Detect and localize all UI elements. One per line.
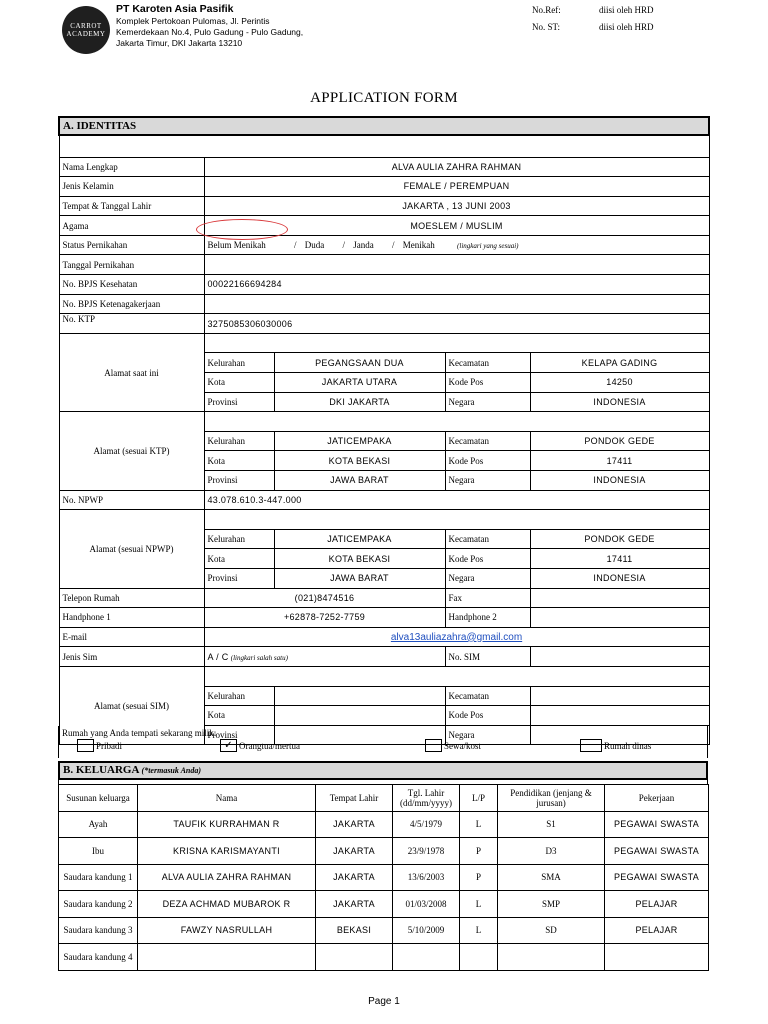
sim-label: Jenis Sim [59,647,204,667]
email-link[interactable]: alva13auliazahra@gmail.com [390,631,523,643]
hp2-label: Handphone 2 [445,608,530,628]
family-row: Saudara kandung 1 ALVA AULIA ZAHRA RAHMAN JAKARTA 13/6/2003 P SMA PEGAWAI SWASTA [59,864,709,891]
agama-value[interactable]: MOESLEM / MUSLIM [204,216,709,236]
ktp-provinsi[interactable]: JAWA BARAT [274,471,445,491]
status-opt-belum[interactable]: Belum Menikah [207,240,266,251]
tgl-nikah-value[interactable] [204,255,709,275]
family-row: Ibu KRISNA KARISMAYANTI JAKARTA 23/9/1978 P D3 PEGAWAI SWASTA [59,838,709,865]
telp-value[interactable]: (021)8474516 [204,588,445,608]
form-title: APPLICATION FORM [310,90,458,106]
telp-label: Telepon Rumah [59,588,204,608]
sim-kota[interactable] [274,706,445,726]
ktp-label: No. KTP [59,314,204,334]
npwp-provinsi[interactable]: JAWA BARAT [274,568,445,588]
company-name: PT Karoten Asia Pasifik [116,3,234,15]
family-row: Saudara kandung 3 FAWZY NASRULLAH BEKASI 5/10/2009 L SD PELAJAR [59,917,709,944]
bpjs-tk-label: No. BPJS Ketenagakerjaan [59,294,204,314]
ktp-kecamatan[interactable]: PONDOK GEDE [530,431,709,451]
alamat-negara[interactable]: INDONESIA [530,392,709,412]
jk-label: Jenis Kelamin [59,177,204,197]
alamat-kode-pos[interactable]: 14250 [530,373,709,393]
home-opt-pribadi[interactable]: Pribadi [77,739,122,752]
npwp-kode-pos[interactable]: 17411 [530,549,709,569]
family-table [58,784,709,971]
reference-info [532,2,654,36]
sim-kelurahan[interactable] [274,686,445,706]
section-b-note: (*termasuk Anda) [141,766,202,775]
section-a-title: A. IDENTITAS [59,117,709,135]
checkbox-dinas[interactable] [580,739,602,752]
npwp-kelurahan[interactable]: JATICEMPAKA [274,529,445,549]
alamat-npwp-label: Alamat (sesuai NPWP) [59,510,204,588]
home-opt-dinas[interactable]: Rumah dinas [580,739,651,752]
ktp-kode-pos[interactable]: 17411 [530,451,709,471]
family-row: Saudara kandung 4 [59,944,709,971]
bpjs-kes-label: No. BPJS Kesehatan [59,275,204,295]
sim-value[interactable]: A / C (lingkari salah satu) [204,647,445,667]
checkbox-sewa[interactable] [425,739,442,752]
no-sim-value[interactable] [530,647,709,667]
alamat-saat-ini-label: Alamat saat ini [59,333,204,411]
section-b-title: B. KELUARGA (*termasuk Anda) [58,761,708,780]
jk-value[interactable]: FEMALE / PEREMPUAN [204,177,709,197]
ktp-value[interactable]: 3275085306030006 [204,314,709,334]
status-label: Status Pernikahan [59,235,204,255]
agama-label: Agama [59,216,204,236]
alamat-sim-label: Alamat (sesuai SIM) [59,666,204,744]
ktp-negara[interactable]: INDONESIA [530,471,709,491]
hp1-value[interactable]: +62878-7252-7759 [204,608,445,628]
email-label: E-mail [59,627,204,647]
st-label: No. ST: [532,22,561,32]
status-opt-menikah[interactable]: Menikah [402,240,435,251]
fax-label: Fax [445,588,530,608]
company-address-1: Komplek Pertokoan Pulomas, Jl. Perintis [116,16,270,26]
logo-text-1: CARROT [70,22,102,30]
ttl-label: Tempat & Tanggal Lahir [59,196,204,216]
st-value: diisi oleh HRD [599,22,654,32]
email-value[interactable] [204,627,709,647]
status-opt-duda[interactable]: Duda [304,240,325,251]
alamat-kecamatan[interactable]: KELAPA GADING [530,353,709,373]
company-logo [62,6,110,54]
status-options[interactable]: Belum Menikah / Duda / Janda / Menikah (lingkari yang sesuai) [204,235,709,255]
logo-text-2: ACADEMY [66,30,106,38]
npwp-kecamatan[interactable]: PONDOK GEDE [530,529,709,549]
ktp-kota[interactable]: KOTA BEKASI [274,451,445,471]
family-row: Ayah TAUFIK KURRAHMAN R JAKARTA 4/5/1979 L S1 PEGAWAI SWASTA [59,811,709,838]
home-question: Rumah yang Anda tempati sekarang milik: [62,728,217,738]
family-header-row: Susunan keluarga Nama Tempat Lahir Tgl. Lahir (dd/mm/yyyy) L/P Pendidikan (jenjang & jurusan) Pekerjaan [59,785,709,812]
company-info [116,3,303,49]
fax-value[interactable] [530,588,709,608]
home-opt-sewa[interactable]: Sewa/kost [425,739,481,752]
ktp-kelurahan[interactable]: JATICEMPAKA [274,431,445,451]
nama-value[interactable]: ALVA AULIA ZAHRA RAHMAN [204,157,709,177]
alamat-provinsi[interactable]: DKI JAKARTA [274,392,445,412]
company-address-3: Jakarta Timur, DKI Jakarta 13210 [116,38,243,48]
npwp-label: No. NPWP [59,490,204,510]
home-opt-orangtua[interactable]: ✓ Orangtua/mertua [220,739,300,752]
page-number: Page 1 [368,996,400,1007]
bpjs-tk-value[interactable] [204,294,709,314]
nama-label: Nama Lengkap [59,157,204,177]
identity-table: A. IDENTITAS Nama Lengkap ALVA AULIA ZAHRA RAHMAN Jenis Kelamin FEMALE / PEREMPUAN Tempat & Tanggal Lahir JAKARTA , 13 JUNI 2003 Agama MOESLEM / MUSLIM Status Pernikahan Belum Menikah / Duda / Janda / Menikah (lingkari yang sesuai) Tanggal Pernikahan No. BPJS Kesehatan 00022166694284 No. BPJS Ketenagakerjaan No. KTP 3275085306030006 Alamat saat ini Kelurahan PEGANGSAAN DUA Kecamatan KELAPA GADING Kota JAKARTA UTARA Kode Pos 14250 Provinsi DKI JAKARTA Negara INDONESIA Alamat (sesuai KTP) Kelurahan JATICEMPAKA Kecamatan PONDOK GEDE Kota KOTA BEKASI Kode Pos 17411 Provinsi JAWA BARAT Negara INDONESIA No. NPWP 43.078.610.3-447.000 Alamat (sesuai NPWP) Kelurahan JATICEMPAKA Kecamatan PONDOK GEDE Kota KOTA BEKASI Kode Pos 17411 Provinsi JAWA BARAT Negara INDONESIA Telepon Rumah (021)8474516 Fax Handphone 1 +62878-7252-7759 Handphone 2 E-mail alva13auliazahra@gmail.com Jenis Sim A / C (lingkari salah satu) No. SIM Alamat (sesuai SIM) Kelurahan Kecamatan Kota Kode Pos Provinsi Negara [58,116,710,745]
hp1-label: Handphone 1 [59,608,204,628]
alamat-kota[interactable]: JAKARTA UTARA [274,373,445,393]
ttl-value[interactable]: JAKARTA , 13 JUNI 2003 [204,196,709,216]
family-row: Saudara kandung 2 DEZA ACHMAD MUBAROK R JAKARTA 01/03/2008 L SMP PELAJAR [59,891,709,918]
tgl-nikah-label: Tanggal Pernikahan [59,255,204,275]
hp2-value[interactable] [530,608,709,628]
home-ownership [58,726,708,758]
npwp-value[interactable]: 43.078.610.3-447.000 [204,490,709,510]
checkbox-orangtua[interactable]: ✓ [220,739,237,752]
sim-kode-pos[interactable] [530,706,709,726]
npwp-kota[interactable]: KOTA BEKASI [274,549,445,569]
status-selection-circle [196,219,288,240]
status-note: (lingkari yang sesuai) [457,242,519,251]
status-opt-janda[interactable]: Janda [353,240,374,251]
alamat-kelurahan[interactable]: PEGANGSAAN DUA [274,353,445,373]
sim-kecamatan[interactable] [530,686,709,706]
ref-value: diisi oleh HRD [599,5,654,15]
alamat-ktp-label: Alamat (sesuai KTP) [59,412,204,490]
checkbox-pribadi[interactable] [77,739,94,752]
bpjs-kes-value[interactable]: 00022166694284 [204,275,709,295]
company-address-2: Kemerdekaan No.4, Pulo Gadung - Pulo Gadung, [116,27,304,37]
no-sim-label: No. SIM [445,647,530,667]
ref-label: No.Ref: [532,5,561,15]
npwp-negara[interactable]: INDONESIA [530,568,709,588]
